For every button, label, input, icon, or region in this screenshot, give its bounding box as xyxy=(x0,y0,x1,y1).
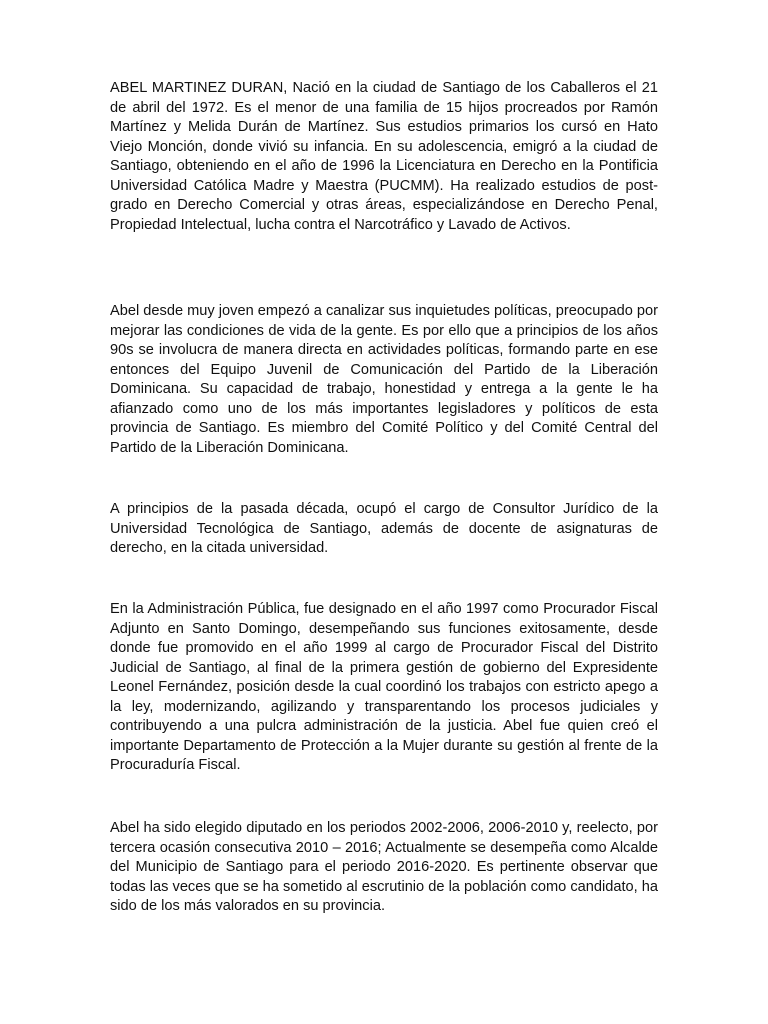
paragraph-biography-intro: ABEL MARTINEZ DURAN, Nació en la ciudad de Santiago de los Caballeros el 21 de abril del 1972. Es el menor de una familia de 15 hijos procreados por Ramón Martínez y Melida Durán de Martínez. Sus estudios primarios los cursó en Hato Viejo Monción, donde vivió su infancia. En su adolescencia, emigró a la ciudad de Santiago, obteniendo en el año de 1996 la Licenciatura en Derecho en la Pontificia Universidad Católica Madre y Maestra (PUCMM). Ha realizado estudios de post-grado en Derecho Comercial y otras áreas, especializándose en Derecho Penal, Propiedad Intelectual, lucha contra el Narcotráfico y Lavado de Activos. xyxy=(110,80,658,233)
paragraph-legal-consultant: A principios de la pasada década, ocupó el cargo de Consultor Jurídico de la Universidad Tecnológica de Santiago, además de docente de asignaturas de derecho, en la citada universidad. xyxy=(110,501,658,556)
paragraph-public-administration: En la Administración Pública, fue designado en el año 1997 como Procurador Fiscal Adjunto en Santo Domingo, desempeñando sus funciones exitosamente, desde donde fue promovido en el año 1999 al cargo de Procurador Fiscal del Distrito Judicial de Santiago, al final de la primera gestión de gobierno del Expresidente Leonel Fernández, posición desde la cual coordinó los trabajos con estricto apego a la ley, modernizando, agilizando y transparentando los procesos judiciales y contribuyendo a una pulcra administración de la justicia. Abel fue quien creó el importante Departamento de Protección a la Mujer durante su gestión al frente de la Procuraduría Fiscal. xyxy=(110,601,658,773)
paragraph-elected-offices: Abel ha sido elegido diputado en los periodos 2002-2006, 2006-2010 y, reelecto, por tercera ocasión consecutiva 2010 – 2016; Actualmente se desempeña como Alcalde del Municipio de Santiago para el periodo 2016-2020. Es pertinente observar que todas las veces que se ha sometido al escrutinio de la población como candidato, ha sido de los más valorados en su provincia. xyxy=(110,820,658,914)
paragraph-political-career: Abel desde muy joven empezó a canalizar sus inquietudes políticas, preocupado por mejorar las condiciones de vida de la gente. Es por ello que a principios de los años 90s se involucra de manera directa en actividades políticas, formando parte en ese entonces del Equipo Juvenil de Comunicación del Partido de la Liberación Dominicana. Su capacidad de trabajo, honestidad y entrega a la gente le ha afianzado como uno de los más importantes legisladores y políticos de esta provincia de Santiago. Es miembro del Comité Político y del Comité Central del Partido de la Liberación Dominicana. xyxy=(110,303,658,456)
